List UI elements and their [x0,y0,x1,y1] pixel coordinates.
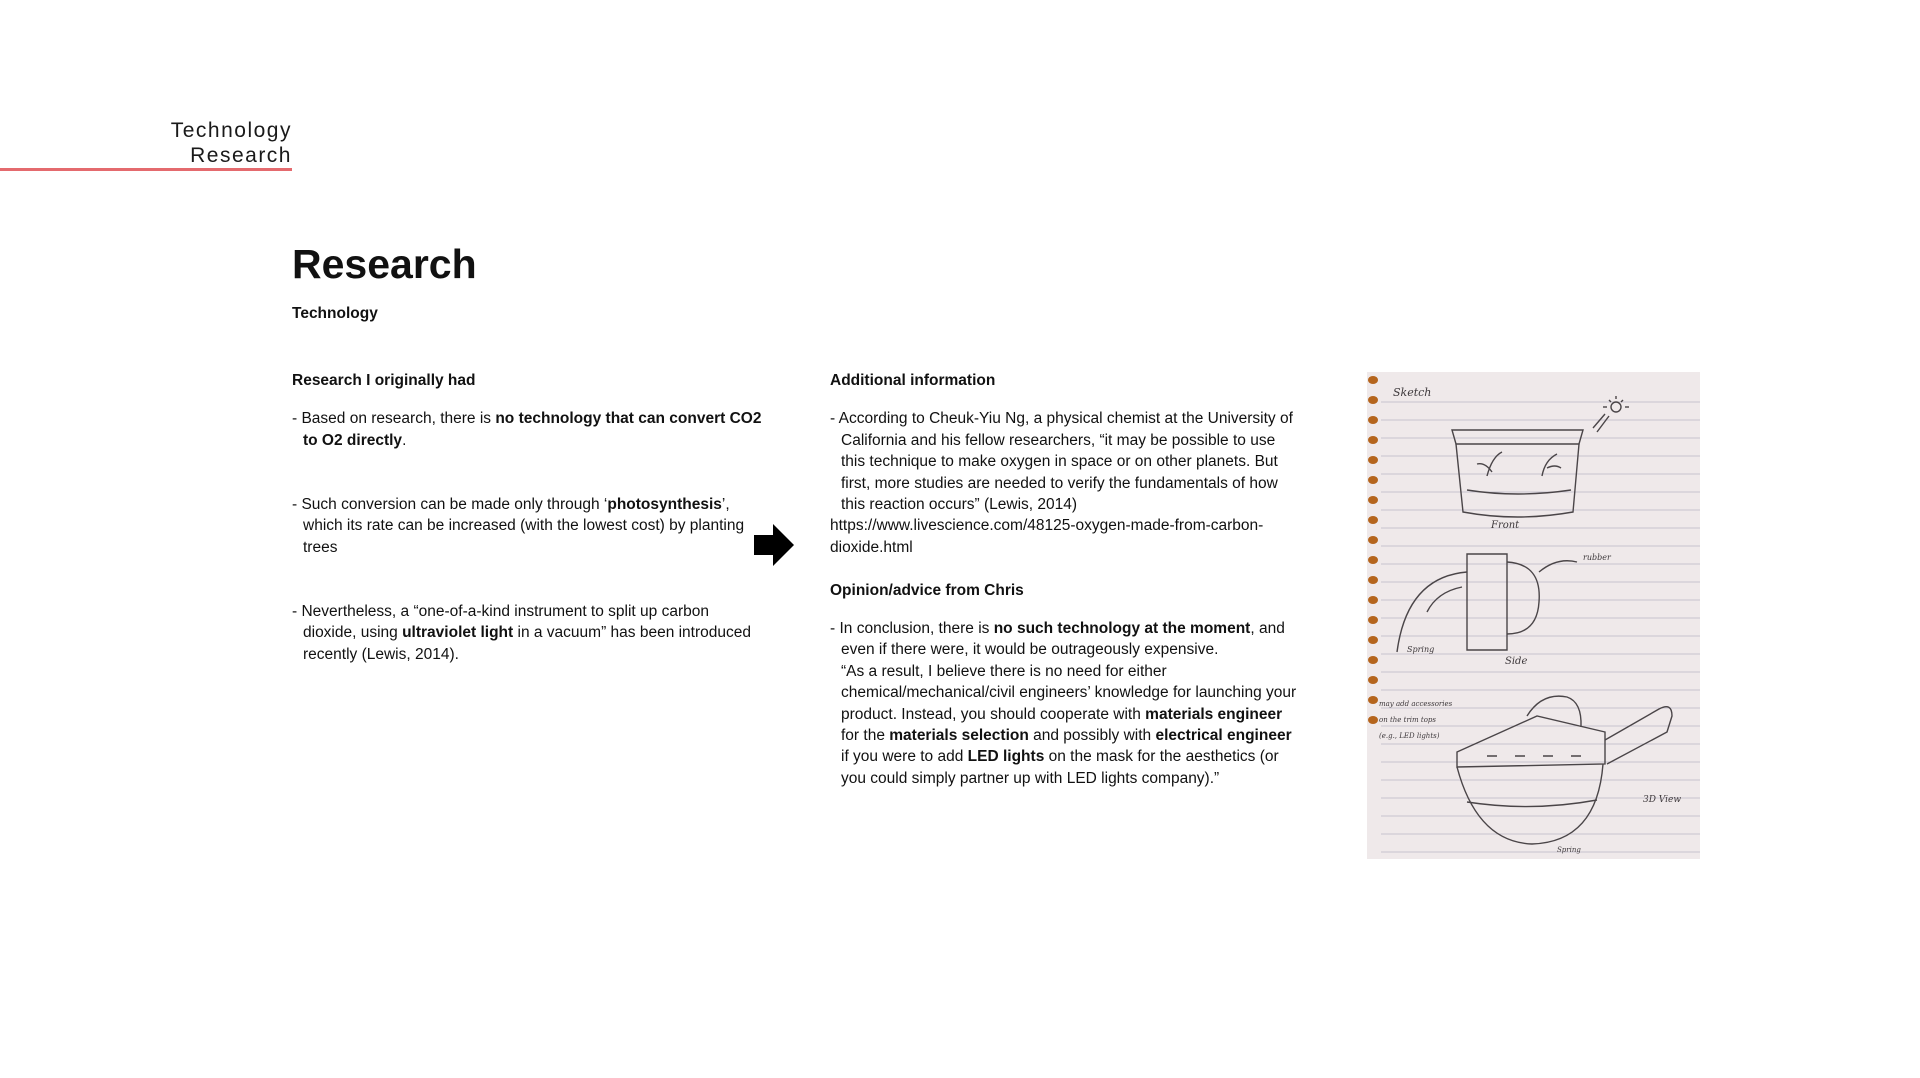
right-bullet-2: - In conclusion, there is no such technology at the moment, and even if there were, it would be outrageously expensive. [830,620,1285,659]
sketch-label-spring: Spring [1407,645,1435,654]
right-column-heading-1: Additional information [830,372,996,389]
right-bullet-2-bold: no such technology at the moment [993,620,1251,638]
left-column [292,370,762,687]
left-bullet-2-bold: photosynthesis [607,496,722,513]
quote-bold-materials-selection: materials selection [889,727,1029,745]
quote-bold-led-lights: LED lights [967,748,1045,766]
sketch-note-2: on the trim tops [1379,716,1436,724]
sketch-photo [1367,372,1700,859]
page-subtitle: Technology [292,305,378,322]
left-bullet-3-bold: ultraviolet light [402,624,514,642]
left-bullet-1-bold: no technology that can convert CO2 to O2 directly [303,410,762,449]
right-column-heading-2: Opinion/advice from Chris [830,581,1024,599]
sketch-note-1: may add accessories [1379,700,1453,708]
left-bullet-3: - Nevertheless, a “one-of-a-kind instrument to split up carbon dioxide, using ultraviolet light in a vacuum” has been introduced recently (Lewis, 2014). [292,603,752,663]
left-column-heading: Research I originally had [292,372,476,389]
source-link[interactable]: https://www.livescience.com/48125-oxygen-made-from-carbon-dioxide.html [830,517,1264,556]
right-bullet-1: - According to Cheuk-Yiu Ng, a physical chemist at the University of California and his fellow researchers, “it may be possible to use this technique to make oxygen in space or on other planets. But first, more studies are needed to verify the fundamentals of how this reaction occurs” (Lewis, 2014) [830,410,1293,514]
section-tag-line2: Research [190,144,292,167]
sketch-label-side: Side [1505,656,1528,667]
section-tag-line1: Technology [170,119,292,142]
right-column [830,370,1300,811]
quote-bold-electrical-engineer: electrical engineer [1155,727,1292,745]
sketch-label-spring-2: Spring [1557,846,1581,854]
left-bullet-1: - Based on research, there is no technology that can convert CO2 to O2 directly. [292,410,762,449]
sketch-label-sketch: Sketch [1393,386,1432,399]
section-tag [0,118,292,168]
sketch-label-front: Front [1491,520,1520,531]
section-tag-underline [0,168,292,171]
sketch-label-3d: 3D View [1643,795,1682,805]
sketch-note-3: (e.g., LED lights) [1379,732,1440,740]
sketch-label-rubber: rubber [1583,553,1611,562]
left-bullet-2: - Such conversion can be made only through ‘photosynthesis’, which its rate can be increased (with the lowest cost) by planting trees [292,496,745,556]
quote-bold-materials-engineer: materials engineer [1145,705,1283,723]
page-title: Research [292,241,477,287]
right-arrow-icon [754,524,794,566]
chris-quote: “As a result, I believe there is no need for either chemical/mechanical/civil engineers’ knowledge for launching your product. Instead, you should cooperate with materials engineer for the materials selection and possibly with electrical engineer if you were to add LED lights on the mask for the aesthetics (or you could simply partner up with LED lights company).” [841,662,1297,787]
sketch-drawing [1367,372,1700,859]
